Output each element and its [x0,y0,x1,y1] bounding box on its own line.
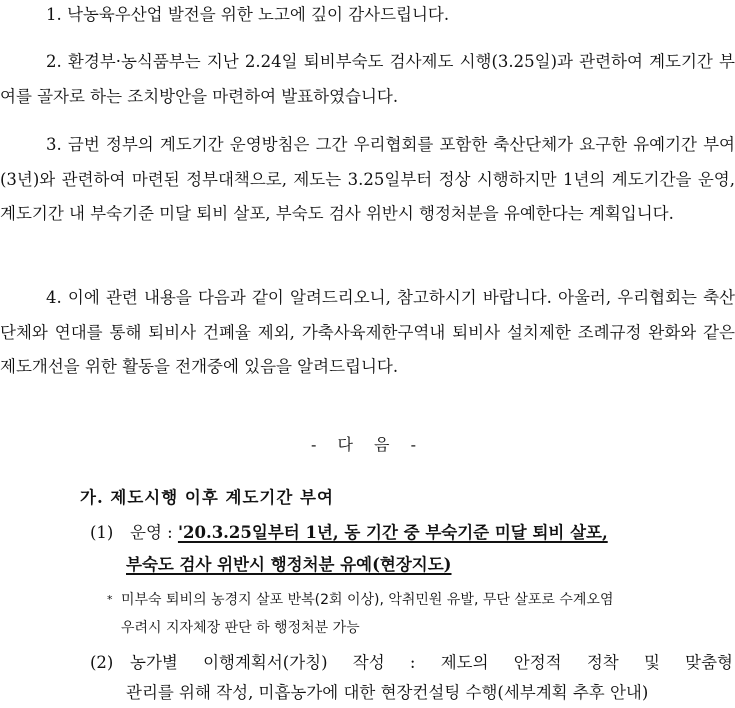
footnote-line1: 미부숙 퇴비의 농경지 살포 반복(2회 이상), 악취민원 유발, 무단 살포로 수계오염 [121,592,614,608]
list-item-2 [90,648,735,708]
footnote [107,586,735,642]
list-item-2-line2: 관리를 위해 작성, 미흡농가에 대한 현장컨설팅 수행(세부계획 추후 안내) [126,683,649,702]
list-item-1 [90,517,735,581]
paragraph-2-text: 2. 환경부·농식품부는 지난 2.24일 퇴비부숙도 검사제도 시행(3.25일)과 관련하여 계도기간 부여를 골자로 하는 조치방안을 마련하여 발표하였습니다. [0,52,735,106]
paragraph-4-text: 4. 이에 관련 내용을 다음과 같이 알려드리오니, 참고하시기 바랍니다. 아울러, 우리협회는 축산단체와 연대를 통해 퇴비사 건폐율 제외, 가축사육제한구역내 퇴비사 설치제한 조례규정 완화와 같은 제도개선을 위한 활동을 전개중에 있음을 알려드립니다. [0,288,735,376]
paragraph-4 [0,281,735,385]
paragraph-1 [0,0,735,33]
footnote-marker: * [107,593,113,606]
list-item-1-number: (1) [90,523,114,542]
list-item-2-line1: 농가별 이행계획서(가칭) 작성 : 제도의 안정적 정착 및 맞춤형 [130,653,733,672]
paragraph-3 [0,128,735,232]
paragraph-1-text: 1. 낙농육우산업 발전을 위한 노고에 깊이 감사드립니다. [46,5,450,24]
list-item-1-label: 운영 : [130,523,178,542]
paragraph-2 [0,45,735,114]
list-item-1-highlight-line2: 부숙도 검사 위반시 행정처분 유예(현장지도) [126,555,452,574]
paragraph-3-text: 3. 금번 정부의 계도기간 운영방침은 그간 우리협회를 포함한 축산단체가 요구한 유예기간 부여(3년)와 관련하여 마련된 정부대책으로, 제도는 3.25일부터 정상 시행하지만 1년의 계도기간을 운영, 계도기간 내 부숙기준 미달 퇴비 살포, 부숙도 검사 위반시 행정처분을 유예한다는 계획입니다. [0,135,735,223]
list-item-1-highlight-line1: '20.3.25일부터 1년, 동 기간 중 부숙기준 미달 퇴비 살포, [177,523,608,542]
footnote-line2: 우려시 지자체장 판단 하 행정처분 가능 [121,620,360,636]
center-heading: - 다 음 - [311,435,424,454]
list-item-2-number: (2) [90,653,114,672]
section-title: 가. 제도시행 이후 계도기간 부여 [80,488,334,507]
